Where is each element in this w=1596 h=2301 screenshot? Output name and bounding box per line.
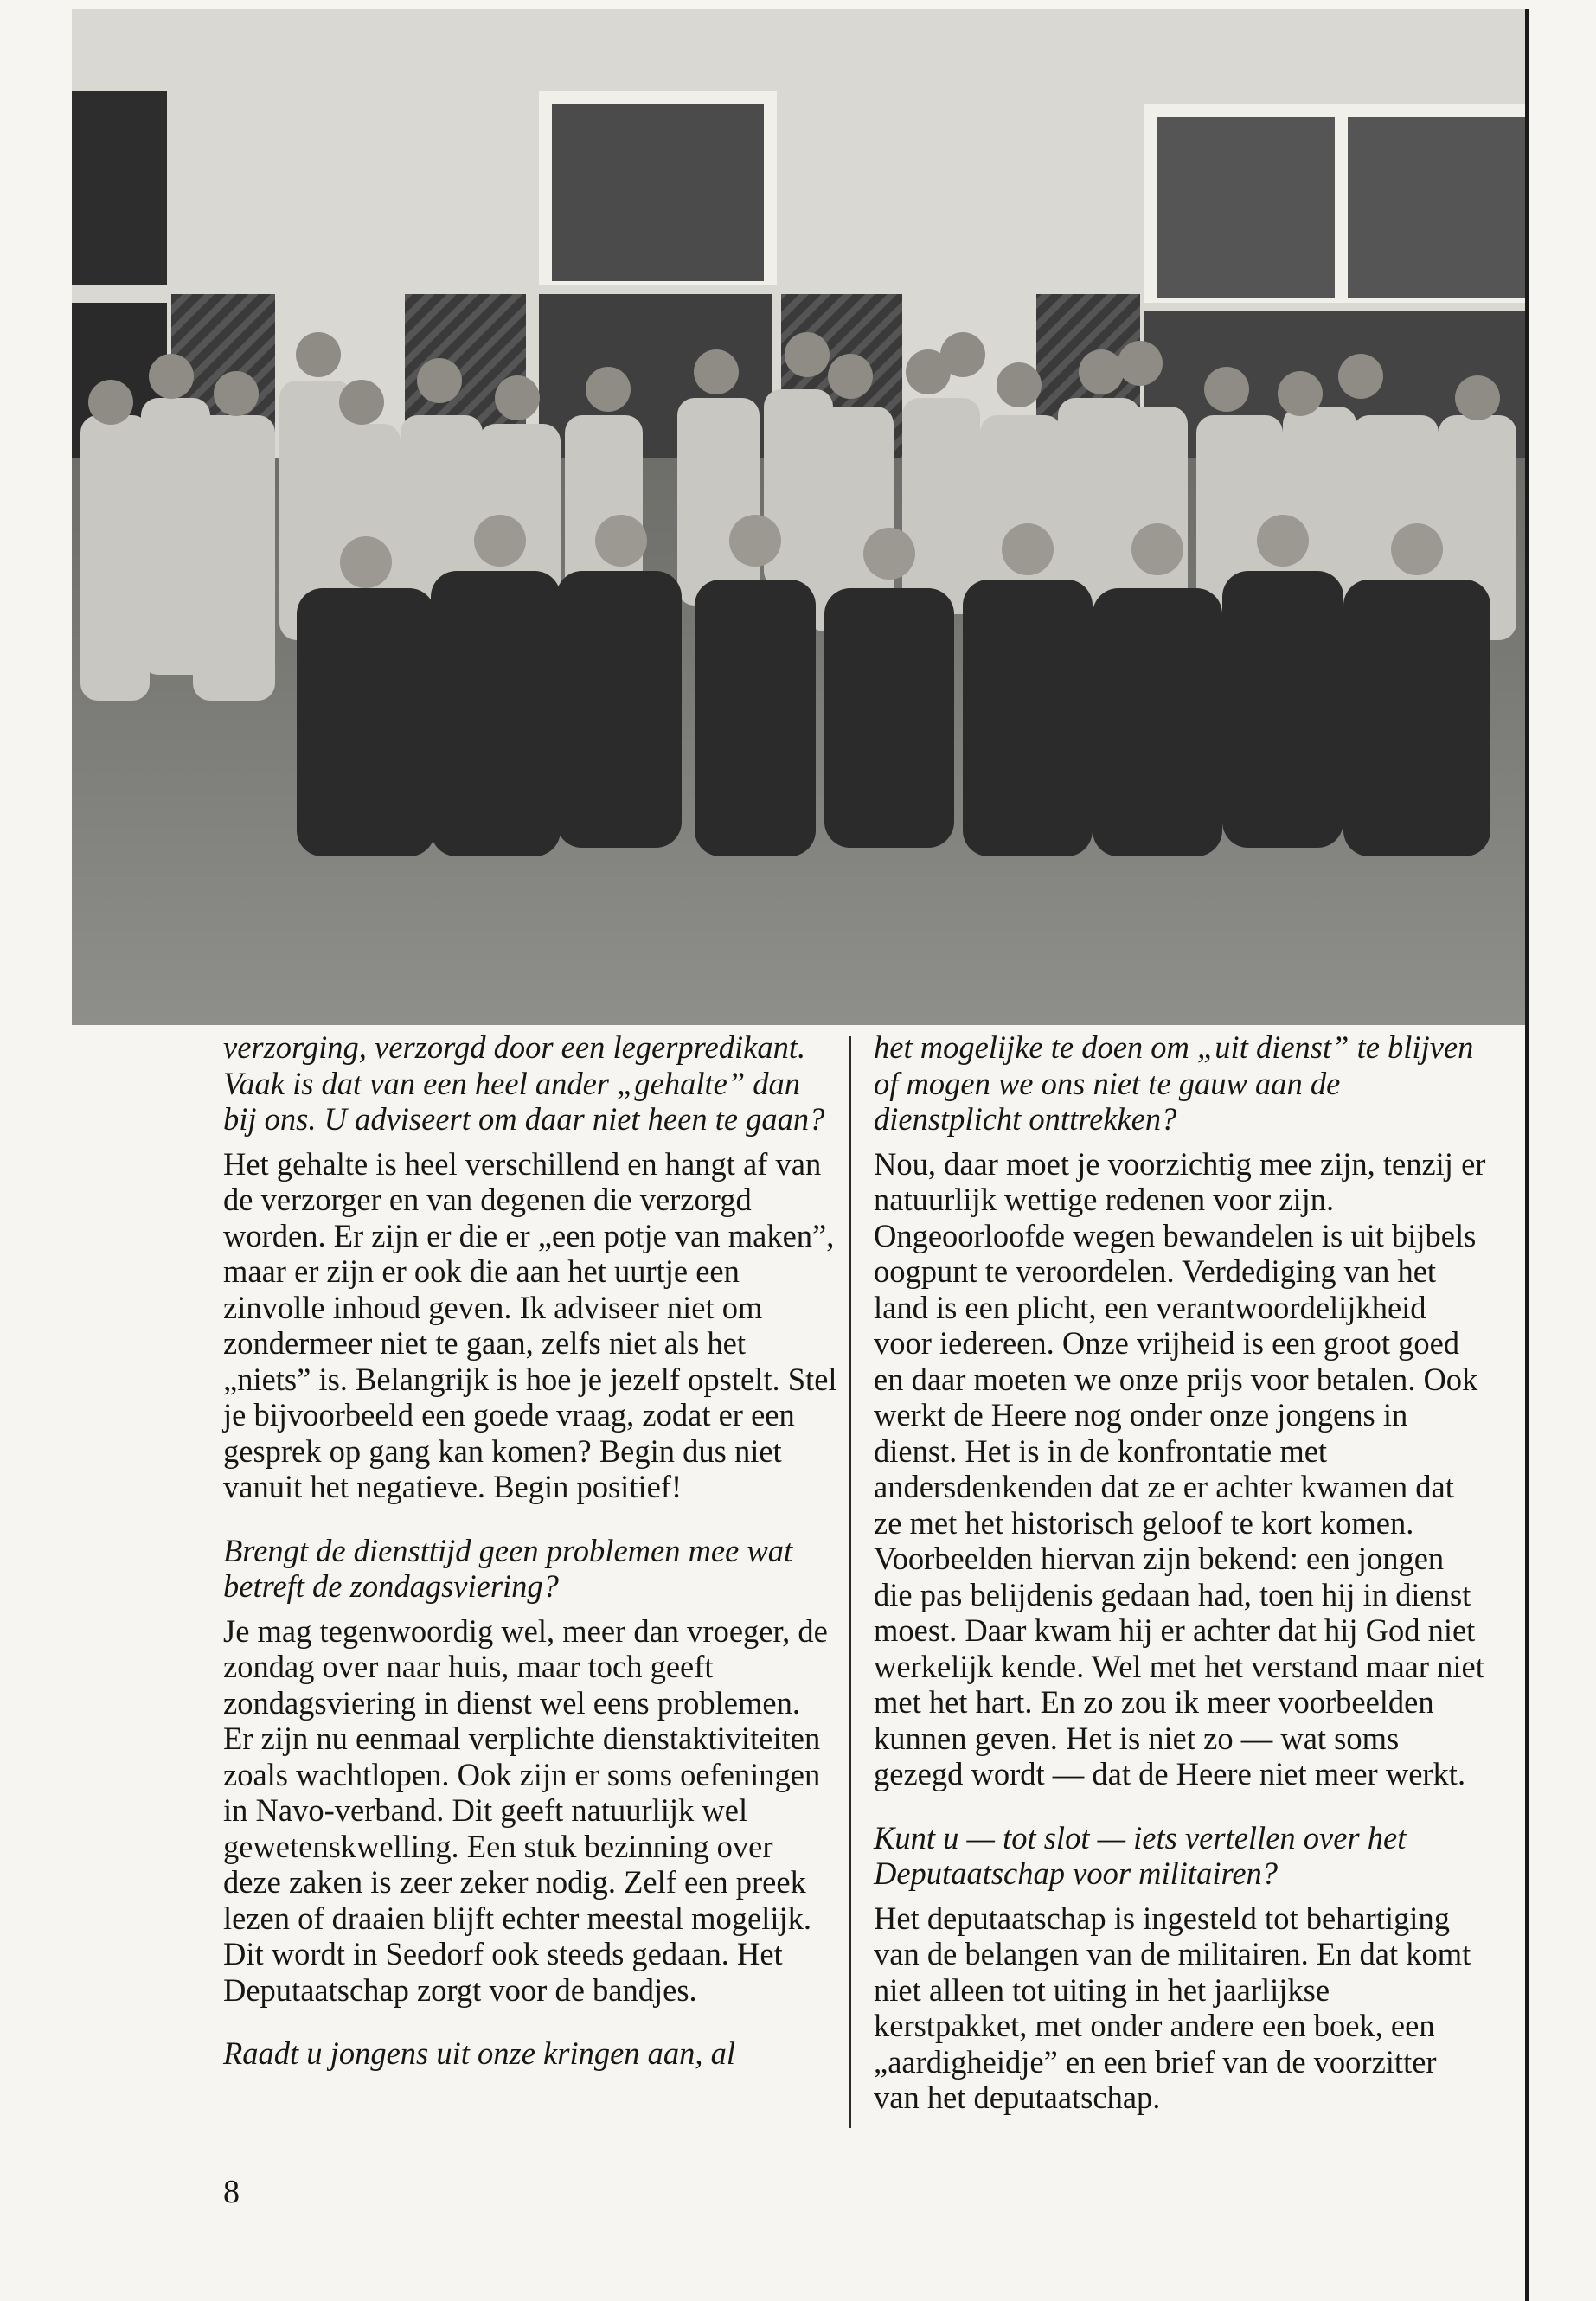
group-photo xyxy=(72,9,1525,1025)
left-column xyxy=(223,1029,837,2080)
question: Kunt u — tot slot — iets vertellen over het Deputaatschap voor militairen? xyxy=(874,1819,1407,1891)
question: Raadt u jongens uit onze kringen aan, al xyxy=(223,2035,736,2071)
question: Brengt de diensttijd geen problemen mee wat betreft de zondagsviering? xyxy=(223,1532,793,1604)
column-divider xyxy=(849,1036,851,2128)
answer-paragraph: Het gehalte is heel verschillend en hangt af van de verzorger en van degenen die verzorgd worden. Er zijn er die er „een potje van maken”, maar er zijn er ook die aan het uurtje een zinvolle inhoud geven. Ik adviseer niet om zondermeer niet te gaan, zelfs niet als het „niets” is. Belangrijk is hoe je jezelf opstelt. Stel je bijvoorbeeld een goede vraag, zodat er een gesprek op gang kan komen? Begin dus niet vanuit het negatieve. Begin positief! xyxy=(223,1145,837,1504)
answer-paragraph: Het deputaatschap is ingesteld tot behartiging van de belangen van de militairen. En dat komt niet alleen tot uiting in het jaarlijkse kerstpakket, met onder andere een boek, een „aardigheidje” en een brief van de voorzitter van het deputaatschap. xyxy=(874,1900,1471,2115)
question-continued: verzorging, verzorgd door een legerpredikant. Vaak is dat van een heel ander „gehalte” dan bij ons. U adviseert om daar niet heen te gaan? xyxy=(223,1029,825,1137)
right-column xyxy=(874,1029,1488,2144)
answer-paragraph: Nou, daar moet je voorzichtig mee zijn, tenzij er natuurlijk wettige redenen voor zijn. Ongeoorloofde wegen bewandelen is uit bijbels oogpunt te veroordelen. Verdediging van het land is een plicht, een verantwoordelijkheid voor iedereen. Onze vrijheid is een groot goed en daar moeten we onze prijs voor betalen. Ook werkt de Heere nog onder onze jongens in dienst. Het is in de konfrontatie met andersdenkenden dat ze er achter kwamen dat ze met het historisch geloof te kort komen. Voorbeelden hiervan zijn bekend: een jongen die pas belijdenis gedaan had, toen hij in dienst moest. Daar kwam hij er achter dat hij God niet werkelijk kende. Wel met het verstand maar niet met het hart. En zo zou ik meer voorbeelden kunnen geven. Het is niet zo — wat soms gezegd wordt — dat de Heere niet meer werkt. xyxy=(874,1145,1486,1791)
question-continued: het mogelijke te doen om „uit dienst” te blijven of mogen we ons niet te gauw aan de dienstplicht onttrekken? xyxy=(874,1029,1474,1137)
page-number: 8 xyxy=(223,2174,240,2210)
answer-paragraph: Je mag tegenwoordig wel, meer dan vroeger, de zondag over naar huis, maar toch geeft zondagsviering in dienst wel eens problemen. Er zijn nu eenmaal verplichte dienstaktiviteiten zoals wachtlopen. Ook zijn er soms oefeningen in Navo-verband. Dit geeft natuurlijk wel gewetenskwelling. Een stuk bezinning over deze zaken is zeer zeker nodig. Zelf een preek lezen of draaien blijft echter meestal mogelijk. Dit wordt in Seedorf ook steeds gedaan. Het Deputaatschap zorgt voor de bandjes. xyxy=(223,1612,828,2008)
group-photo-illustration xyxy=(72,9,1525,1025)
page-edge-rule xyxy=(1525,9,1529,2301)
